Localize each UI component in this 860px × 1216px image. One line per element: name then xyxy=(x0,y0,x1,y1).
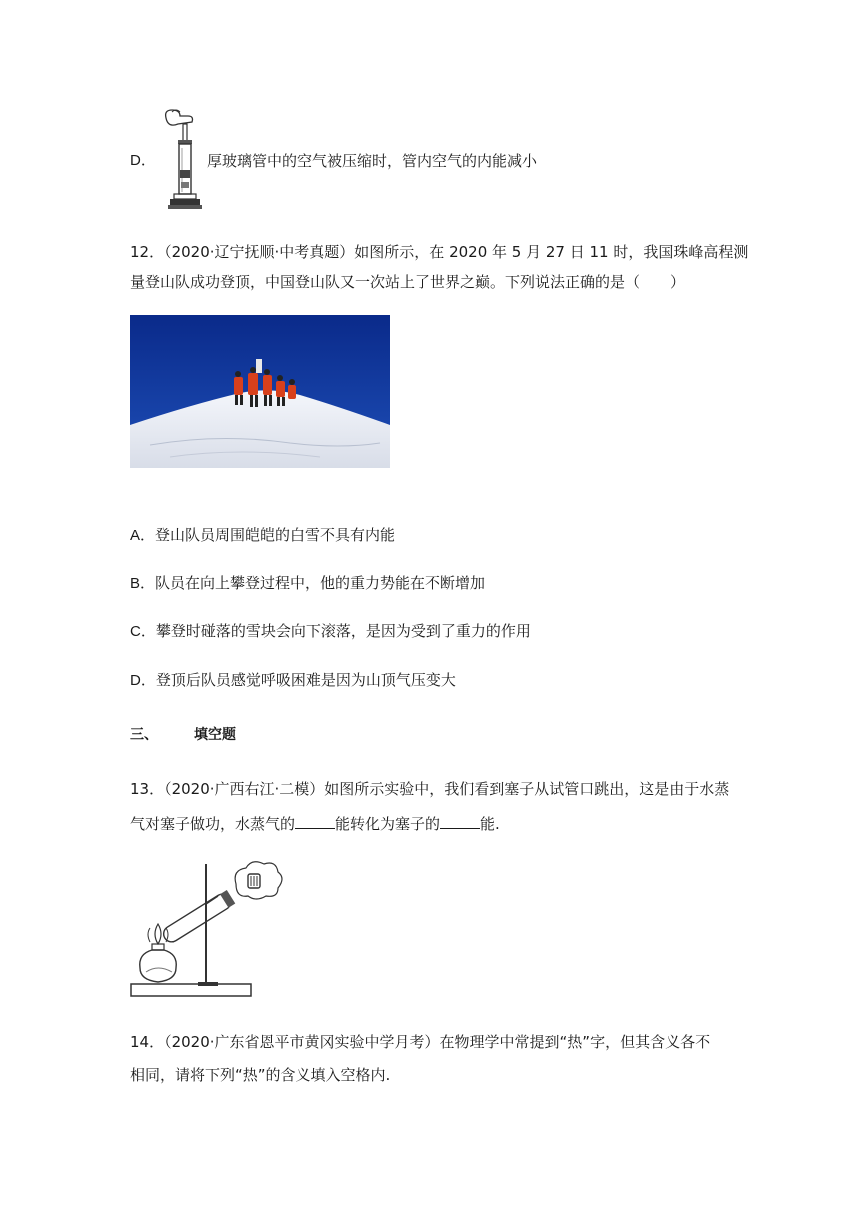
q12-option-d xyxy=(130,670,456,692)
q12-stem-line1: 12．（2020·辽宁抚顺·中考真题）如图所示，在 2020 年 5 月 27 日 11 时，我国珠峰高程测 xyxy=(130,243,749,261)
q13-blank-2[interactable] xyxy=(440,812,480,829)
section-number: 三、 xyxy=(130,727,158,743)
q13-text-part3: 能. xyxy=(480,815,500,833)
test-tube-steam-figure xyxy=(128,856,284,1000)
q12-option-a-text: 登山队员周围皑皑的白雪不具有内能 xyxy=(155,527,396,544)
q12-option-c xyxy=(130,621,531,643)
q12-option-b xyxy=(130,573,485,595)
q12-option-c-letter: C． xyxy=(130,623,156,640)
q12-option-d-text: 登顶后队员感觉呼吸困难是因为山顶气压变大 xyxy=(155,672,456,689)
q14-stem-line2: 相同，请将下列“热”的含义填入空格内. xyxy=(130,1066,391,1084)
q12-option-b-text: 队员在向上攀登过程中，他的重力势能在不断增加 xyxy=(155,575,486,592)
option-d-text: 厚玻璃管中的空气被压缩时，管内空气的内能减小 xyxy=(207,152,538,170)
everest-summit-photo xyxy=(130,315,390,468)
q12-option-c-text: 攀登时碰落的雪块会向下滚落，是因为受到了重力的作用 xyxy=(155,623,531,640)
q12-option-a xyxy=(130,525,395,547)
q13-stem-line1: 13．（2020·广西右江·二模）如图所示实验中，我们看到塞子从试管口跳出，这是由于水蒸 xyxy=(130,780,730,798)
q13-stem-line2 xyxy=(130,812,500,835)
q12-stem-line2: 量登山队成功登顶，中国登山队又一次站上了世界之巅。下列说法正确的是（ ） xyxy=(130,273,686,291)
option-d-letter: D． xyxy=(130,152,156,169)
q13-text-part1: 气对塞子做功，水蒸气的 xyxy=(130,815,296,833)
q13-blank-1[interactable] xyxy=(295,812,335,829)
section-heading xyxy=(130,724,236,746)
section-title: 填空题 xyxy=(194,727,236,743)
air-compression-tube-figure xyxy=(158,108,206,216)
q12-option-d-letter: D． xyxy=(130,672,156,689)
q13-text-part2: 能转化为塞子的 xyxy=(335,815,441,833)
q12-option-b-letter: B． xyxy=(130,575,156,592)
q14-stem-line1: 14．（2020·广东省恩平市黄冈实验中学月考）在物理学中常提到“热”字，但其含义各不 xyxy=(130,1033,711,1051)
q12-option-a-letter: A． xyxy=(130,527,156,544)
